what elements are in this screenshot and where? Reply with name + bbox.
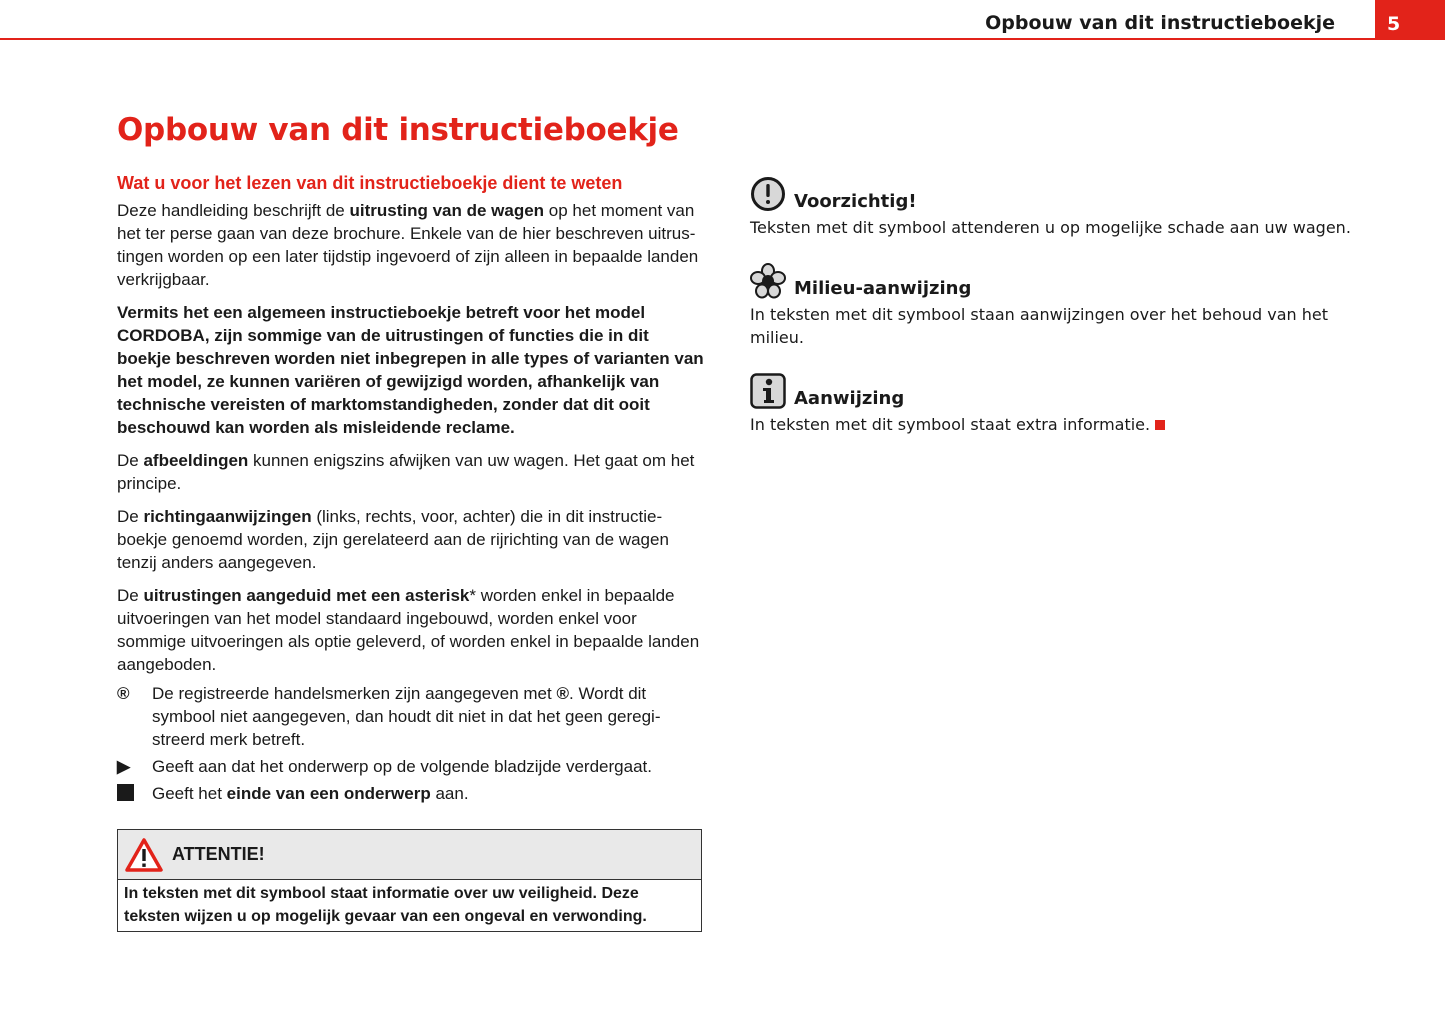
warning-triangle-icon bbox=[124, 837, 164, 873]
bold-text: richtingaanwijzingen bbox=[143, 507, 312, 526]
page-title: Opbouw van dit instructieboekje bbox=[117, 112, 679, 148]
paragraph-images bbox=[117, 449, 707, 495]
paragraph-directions bbox=[117, 505, 707, 574]
note-text: Teksten met dit symbool attenderen u op mogelijke schade aan uw wagen. bbox=[750, 218, 1351, 237]
legend-text bbox=[152, 782, 469, 807]
note-info bbox=[750, 373, 1370, 436]
bold-text: uitrusting van de wagen bbox=[349, 201, 545, 220]
registered-icon: ® bbox=[117, 684, 130, 703]
end-square-icon bbox=[117, 782, 152, 807]
caution-icon bbox=[750, 176, 786, 212]
legend-text bbox=[152, 682, 707, 751]
running-header-title: Opbouw van dit instructieboekje bbox=[985, 12, 1335, 34]
bold-text: afbeeldingen bbox=[143, 451, 249, 470]
legend-item-registered bbox=[117, 682, 707, 751]
note-text-line bbox=[750, 413, 1370, 436]
text: De bbox=[117, 586, 144, 605]
end-of-topic-icon bbox=[1155, 420, 1165, 430]
environment-flower-icon bbox=[750, 263, 786, 299]
left-column bbox=[117, 172, 707, 932]
info-icon bbox=[750, 373, 786, 409]
legend-text: Geeft aan dat het onderwerp op de volgende bladzijde verdergaat. bbox=[152, 757, 652, 776]
text: De bbox=[117, 507, 144, 526]
warning-title: ATTENTIE! bbox=[172, 844, 265, 864]
warning-box bbox=[117, 829, 702, 932]
text: * worden enkel in bepaalde uitvoeringen van het model standaard ingebouwd, worden enkel voor sommige uitvoeringen als optie geleverd, of worden enkel in bepaalde landen aangeboden. bbox=[117, 586, 700, 674]
text: . Wordt dit symbool niet aangegeven, dan houdt dit niet in dat het geen geregi-streerd merk betreft. bbox=[152, 684, 661, 749]
paragraph-asterisk bbox=[117, 584, 707, 676]
note-environment bbox=[750, 263, 1370, 349]
header-rule bbox=[0, 38, 1445, 40]
note-title: Milieu-aanwijzing bbox=[794, 278, 972, 299]
text: De registreerde handelsmerken zijn aangegeven met bbox=[152, 684, 557, 703]
paragraph-equipment bbox=[117, 199, 707, 291]
paragraph-model-disclaimer bbox=[117, 301, 707, 439]
text: aan. bbox=[430, 784, 469, 803]
text: De bbox=[117, 451, 144, 470]
bold-text: einde van een onderwerp bbox=[226, 784, 431, 803]
right-column bbox=[750, 176, 1370, 460]
page-number: 5 bbox=[1375, 0, 1445, 40]
bold-text: Vermits het een algemeen instructieboekje betreft voor het model CORDOBA, zijn sommige van de uitrustingen of functies die in dit boekje beschreven worden niet inbegrepen in alle types of varianten van het model, ze kunnen variëren of gewijzigd worden, afhankelijk van technische vereisten of marktomstandigheden, zonder dat dit ooit beschouwd kan worden als misleidende reclame. bbox=[117, 303, 704, 437]
note-title: Aanwijzing bbox=[794, 388, 905, 409]
bold-text: uitrustingen aangeduid met een asterisk bbox=[143, 586, 470, 605]
section-subtitle: Wat u voor het lezen van dit instructieboekje dient te weten bbox=[117, 173, 623, 193]
text: (links, rechts, voor, achter) die in dit instructie-boekje genoemd worden, zijn gerelateerd aan de rijrichting van de wagen tenzij anders aangegeven. bbox=[117, 507, 669, 572]
text: Geeft het bbox=[152, 784, 227, 803]
note-title: Voorzichtig! bbox=[794, 191, 917, 212]
note-text: In teksten met dit symbool staat extra informatie. bbox=[750, 415, 1151, 434]
text: kunnen enigszins afwijken van uw wagen. Het gaat om het principe. bbox=[117, 451, 695, 493]
note-caution bbox=[750, 176, 1370, 239]
arrow-right-icon: ▶ bbox=[117, 757, 131, 776]
text: Deze handleiding beschrijft de bbox=[117, 201, 350, 220]
warning-text: In teksten met dit symbool staat informatie over uw veiligheid. Deze teksten wijzen u op mogelijk gevaar van een ongeval en verwonding. bbox=[124, 885, 647, 925]
bold-text: ® bbox=[556, 684, 569, 703]
note-text: In teksten met dit symbool staan aanwijzingen over het behoud van het milieu. bbox=[750, 305, 1328, 347]
warning-header bbox=[118, 830, 701, 880]
text: op het moment van het ter perse gaan van deze brochure. Enkele van de hier beschreven uitrus-tingen worden op een later tijdstip ingevoerd of zijn alleen in bepaalde landen verkrijgbaar. bbox=[117, 201, 699, 289]
legend-item-continues bbox=[117, 755, 707, 778]
legend-item-end bbox=[117, 782, 707, 807]
